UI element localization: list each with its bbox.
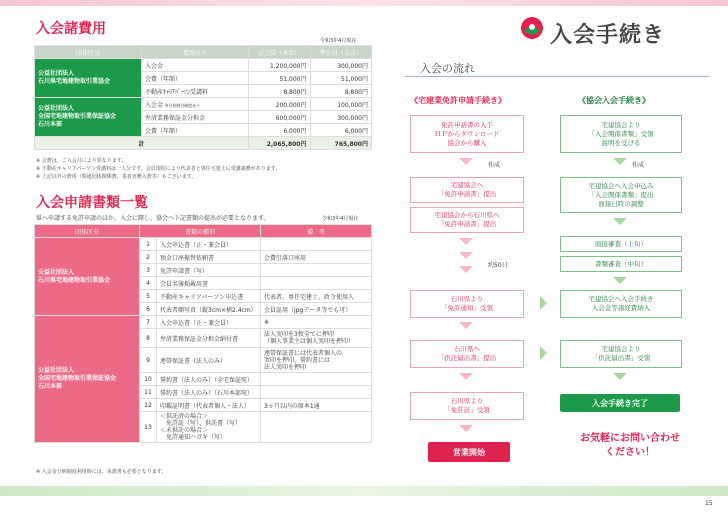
fees-row-main: 200,000円 [249,98,311,111]
docs-name: 代表者顔写真（縦3cm×横2.4cm） [157,303,261,316]
docs-title: 入会申請書類一覧 [36,195,148,211]
fees-row-label-text: 入会金 [145,101,164,109]
fees-row-branch: 8,800円 [310,85,372,98]
docs-note [261,412,372,443]
fees-row-branch: 51,000円 [310,72,372,85]
docs-group-2-label: 公益社団法人 全国宅地建物取引業保証協会 石川本部 [38,367,117,390]
docs-name: 連帯保証書（法人のみ） [157,348,261,373]
fees-group-2-label: 公益社団法人 全国宅地建物取引業保証協会 石川本部 [38,105,117,128]
docs-num: 10 [140,373,157,386]
docs-name: 印鑑証明書（代表者個人・法人） [157,399,261,412]
fees-total-label: 計 [35,137,249,150]
arrow-right-icon [540,296,547,310]
docs-group-1-label: 公益社団法人 石川県宅地建物取引業協会 [38,268,111,284]
docs-note [261,373,372,386]
association-step-1-text: 宅建協会より 「入会関係書類」受領 説明を受ける [588,120,654,147]
docs-num: 9 [140,348,157,373]
flow-title: 入会の流れ [420,62,475,75]
docs-note: 法人実印を3枚全てに押印 （個人事業主は個人実印を押印） [261,329,372,348]
contact-message: お気軽にお問い合わせ ください！ [580,433,680,458]
make-label-right: 作成 [632,162,645,169]
fees-row-label [142,98,249,111]
docs-num: 11 [140,386,157,399]
license-step-6-text: 石川県より 「免許証」受領 [444,397,490,414]
fees-row-label: 会費（年額） [142,124,249,137]
fees-row-sub: ※分担納付制度あり [164,102,201,108]
fees-row-label: 不動産ｷｬﾘｱﾊﾟｰｿﾝ受講料 [142,85,249,98]
association-step-2-text: 宅建協会へ入会申込み 「入会関係書類」提出 面接日時の調整 [588,181,654,208]
docs-num: 6 [140,303,157,316]
license-step-4 [410,290,524,318]
association-step-3-text: 面接審査（上旬） [595,239,647,248]
fees-row-branch: 100,000円 [310,98,372,111]
fees-row-main: 6,000円 [249,124,311,137]
docs-group-1 [35,238,140,316]
fees-total-branch: 765,800円 [310,137,372,150]
license-step-3 [410,207,524,233]
association-step-5-text: 宅建協会へ入会手続き 入会金等諸経費納入 [588,295,654,312]
procedure-title: 入会手続き [550,23,666,48]
make-label-left: 作成 [488,162,501,169]
fees-note-3: ※ 上記以外の費用（関連団体関係費、業者実務入費等）もございます。 [36,174,197,180]
docs-header-group: 団体区分 [35,225,140,238]
docs-note: 会費引落口座用 [261,251,372,264]
docs-date: 令和3年4月現在 [322,216,359,222]
bottom-band [0,486,728,496]
association-step-3 [560,236,682,252]
arrow-down-icon [613,373,627,380]
docs-num: 3 [140,264,157,277]
arrow-down-icon [459,158,473,165]
docs-num: 5 [140,290,157,303]
start-business-label: 営業開始 [453,447,485,457]
fees-row-main: 1,200,000円 [249,59,311,72]
docs-note: 会員証用（jpgデータ等でも可） [261,303,372,316]
start-business-badge [428,442,510,462]
docs-note [261,264,372,277]
fees-table [34,45,372,150]
membership-complete-label: 入会手続き完了 [592,398,648,408]
arrow-right-icon [540,346,547,360]
days-label: 約50日 [488,262,508,269]
docs-note: 連帯保証書には代表者個人の 実印を押印、誓約書には 法人実印を押印 [261,348,372,373]
docs-note [261,277,372,290]
fees-row-branch: 300,000円 [310,59,372,72]
top-band [0,0,728,6]
fees-note-1: ※ 会費は、ご入会月により異なります。 [36,158,127,164]
docs-num: 7 [140,316,157,329]
fees-header-type: 費用区分 [142,46,249,59]
fees-total-main: 2,065,800円 [249,137,311,150]
docs-num: 4 [140,277,157,290]
association-step-6 [560,340,682,368]
license-step-6 [410,392,524,420]
docs-name: ＜供託済の場合＞ 免許証（写）、供託書（写） ＜未供託の場合＞ 免許通知ハガキ（写） [157,412,261,443]
license-step-5-text: 石川県へ 「供託届出書」提出 [437,345,497,362]
arrow-down-icon [613,158,627,165]
fees-date: 令和3年4月現在 [320,38,357,44]
docs-group-2 [35,316,140,443]
association-step-1 [560,115,682,153]
docs-note [261,238,372,251]
license-step-1 [410,115,524,153]
docs-note [261,386,372,399]
docs-name: 会員名簿掲載用書 [157,277,261,290]
association-step-6-text: 宅建協会より 「供託届出書」受領 [591,345,651,362]
fees-row-branch: 6,000円 [310,124,372,137]
fees-group-1-label: 公益社団法人 石川県宅地建物取引業協会 [38,70,111,85]
fees-header-main: 正会員（本店） [249,46,311,59]
license-step-2-text: 宅建協会へ 「免許申請書」提出 [437,181,497,198]
association-step-4-text: 書類審査（中旬） [595,259,647,268]
docs-note: ※ [261,316,372,329]
license-step-5 [410,340,524,368]
license-step-4-text: 石川県より 「免許通知」受領 [441,295,493,312]
docs-name: 入会申込書（正・兼会員） [157,238,261,251]
fees-header-branch: 準会員（支店） [310,46,372,59]
docs-footnote: ※ 入会金分納制度利用時には、承諾書も必要となります。 [36,469,167,475]
arrow-down-icon [613,277,627,284]
docs-note: 代表者、専任宅建士、政令使用人 [261,290,372,303]
fees-group-1 [35,59,142,98]
license-column-title: 《宅建業免許申請手続き》 [410,96,506,105]
fees-row-label: 弁済業務保証金分担金 [142,111,249,124]
arrow-down-icon [459,266,473,273]
fees-header-group: 団体区分 [35,46,142,59]
association-step-5 [560,290,682,318]
license-step-2 [410,177,524,203]
docs-name: 入会申込書（正・兼会員） [157,316,261,329]
docs-note: 3ヵ月以内の原本1通 [261,399,372,412]
fees-row-main: 8,800円 [249,85,311,98]
membership-complete-badge [560,394,680,412]
arrow-down-icon [459,373,473,380]
fees-row-main: 51,000円 [249,72,311,85]
docs-num: 2 [140,251,157,264]
flow-title-underline [405,76,709,77]
docs-num: 13 [140,412,157,443]
fees-title: 入会諸費用 [36,21,106,37]
docs-num: 1 [140,238,157,251]
arrow-down-icon [459,425,473,432]
license-step-1-text: 免許申請書の入手 ＨＰからダウンロード 協会から購入 [434,120,500,147]
docs-num: 12 [140,399,157,412]
docs-header-type: 書類の種別 [140,225,261,238]
arrow-down-icon [459,252,473,259]
docs-name: 預金口座振替依頼書 [157,251,261,264]
fees-row-branch: 300,000円 [310,111,372,124]
docs-name: 誓約書（法人のみ）（全宅保証宛） [157,373,261,386]
arrow-down-icon [459,238,473,245]
docs-name: 弁済業務保証金分担金納付書 [157,329,261,348]
docs-name: 不動産キャリアパーソン申込書 [157,290,261,303]
docs-name: 誓約書（法人のみ）（石川本部宛） [157,386,261,399]
docs-name: 免許申請書（写） [157,264,261,277]
docs-subtitle: 県へ申請する免許申請のほか、入会に際し、協会へ下記書類の提出が必要となります。 [36,215,270,222]
association-step-4 [560,256,682,272]
association-column-title: 《協会入会手続き》 [578,96,650,105]
license-step-3-text: 宅建協会から石川県へ 「免許申請書」提出 [434,211,500,228]
fees-row-label: 会費（年額） [142,72,249,85]
docs-header-note: 備 考 [261,225,372,238]
page-number: 15 [705,500,713,507]
arrow-down-icon [613,218,627,225]
docs-table [34,224,372,443]
docs-num: 8 [140,329,157,348]
fees-row-main: 600,000円 [249,111,311,124]
association-step-2 [560,177,682,213]
arrow-down-icon [459,322,473,329]
fees-group-2 [35,98,142,137]
fees-note-2: ※ 不動産キャリアパーソン受講料は一人分です。会員規程により代表者と専任宅建士に受講義務があります。 [36,166,281,172]
fees-row-label: 入会金 [142,59,249,72]
association-logo-icon [520,16,544,40]
fees-notes [36,157,280,181]
